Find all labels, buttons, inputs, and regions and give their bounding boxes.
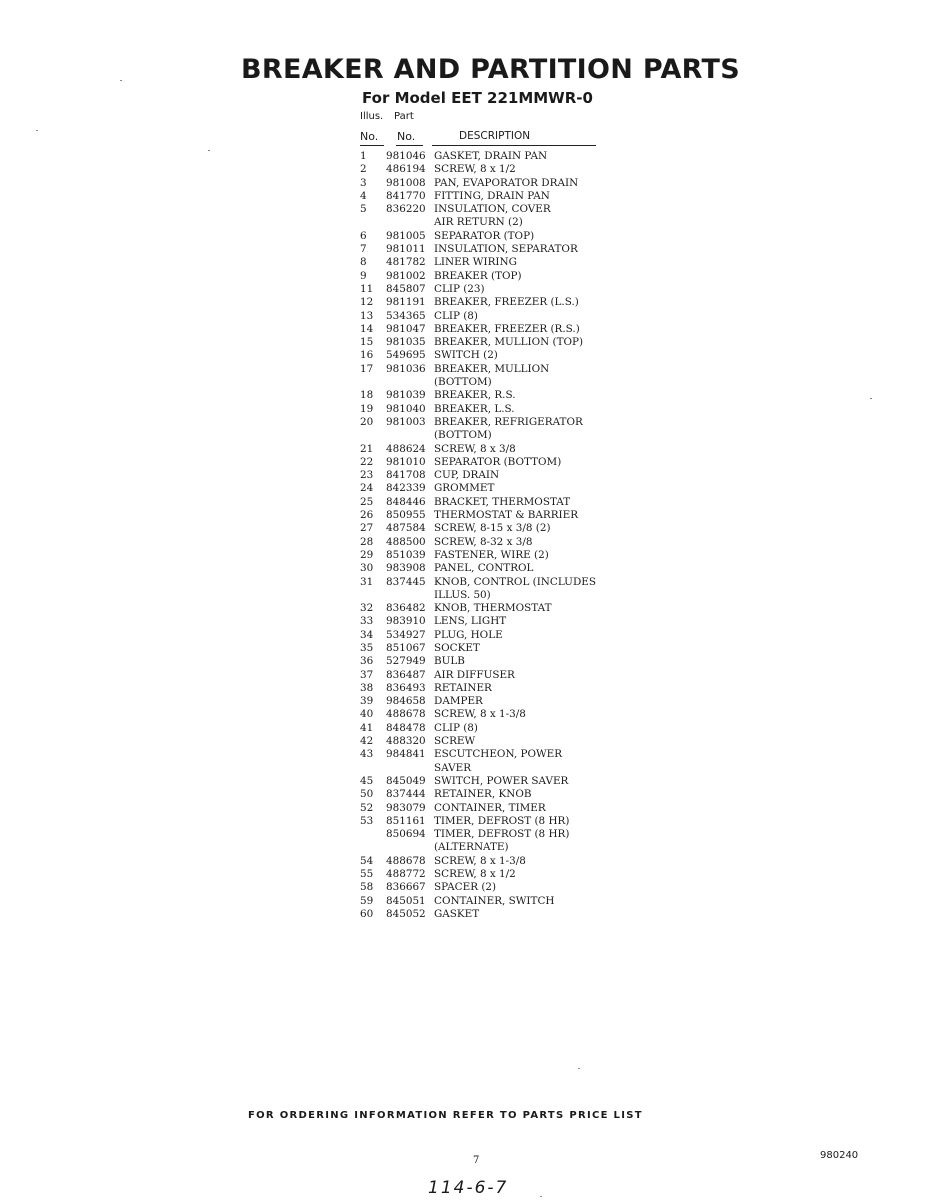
ordering-note: FOR ORDERING INFORMATION REFER TO PARTS PRICE LIST [248, 1110, 643, 1121]
part-row [358, 576, 618, 589]
part-description: PANEL, CONTROL [434, 562, 534, 575]
part-row [358, 376, 618, 389]
part-row [358, 589, 618, 602]
part-row [358, 163, 618, 176]
part-row [358, 708, 618, 721]
part-number [386, 841, 434, 854]
part-no-header: No. [397, 130, 416, 143]
part-number: 850694 [386, 828, 426, 841]
part-row [358, 642, 618, 655]
handwritten-note: 114-6-7 [428, 1178, 509, 1198]
part-number: 836220 [386, 203, 426, 216]
part-number: 848446 [386, 495, 426, 508]
part-description: GASKET [434, 907, 480, 920]
part-row [358, 855, 618, 868]
illus-number: 5 [360, 203, 367, 216]
part-description: SCREW [434, 735, 476, 748]
part-row [358, 748, 618, 761]
part-row [358, 443, 618, 456]
part-description: SCREW, 8-32 x 3/8 [434, 535, 533, 548]
part-number: 836482 [386, 602, 426, 615]
part-row [358, 682, 618, 695]
illus-number: 38 [360, 681, 374, 694]
part-description: LENS, LIGHT [434, 615, 507, 628]
header-rule [360, 145, 384, 146]
part-description: CLIP (8) [434, 721, 478, 734]
illus-number: 7 [360, 243, 367, 256]
part-description: SWITCH, POWER SAVER [434, 774, 569, 787]
part-number [386, 216, 434, 229]
part-number: 837445 [386, 575, 426, 588]
part-number: 981047 [386, 322, 426, 335]
part-description: AIR RETURN (2) [434, 216, 523, 229]
part-row [358, 416, 618, 429]
illus-number: 53 [360, 814, 374, 827]
illus-number: 30 [360, 562, 374, 575]
part-row [358, 815, 618, 828]
illus-number [358, 762, 386, 775]
scan-speck [208, 150, 210, 151]
illus-number: 21 [360, 442, 374, 455]
parts-list [358, 150, 618, 921]
part-row [358, 203, 618, 216]
part-description: INSULATION, SEPARATOR [434, 243, 578, 256]
part-number: 549695 [386, 349, 426, 362]
part-number: 481782 [386, 256, 426, 269]
part-number: 841770 [386, 189, 426, 202]
part-number: 981008 [386, 176, 426, 189]
part-row [358, 908, 618, 921]
part-description: GASKET, DRAIN PAN [434, 150, 548, 162]
part-description: DAMPER [434, 695, 483, 708]
illus-number: 43 [360, 748, 374, 761]
part-row [358, 256, 618, 269]
illus-number: 39 [360, 695, 374, 708]
part-row [358, 469, 618, 482]
part-row [358, 230, 618, 243]
part-number: 488500 [386, 535, 426, 548]
part-description: BREAKER, FREEZER (R.S.) [434, 322, 580, 335]
part-number: 981011 [386, 243, 426, 256]
part-row [358, 310, 618, 323]
part-number: 836493 [386, 681, 426, 694]
illus-number: 35 [360, 641, 374, 654]
illus-number: 54 [360, 854, 374, 867]
part-row [358, 456, 618, 469]
part-number: 837444 [386, 788, 426, 801]
part-description: BREAKER, MULLION (TOP) [434, 336, 584, 349]
illus-number: 8 [360, 256, 367, 269]
part-number: 981040 [386, 402, 426, 415]
illus-number: 50 [360, 788, 374, 801]
part-description: BREAKER, FREEZER (L.S.) [434, 296, 579, 309]
part-number: 848478 [386, 721, 426, 734]
part-number: 845807 [386, 282, 426, 295]
illus-number: 2 [360, 163, 367, 176]
part-description: BREAKER (TOP) [434, 269, 522, 282]
illus-number: 14 [360, 322, 374, 335]
part-row [358, 629, 618, 642]
part-number: 845051 [386, 894, 426, 907]
page-title: BREAKER AND PARTITION PARTS [241, 54, 740, 85]
part-description: PAN, EVAPORATOR DRAIN [434, 176, 579, 189]
part-description: (BOTTOM) [434, 429, 492, 442]
part-number: 836667 [386, 881, 426, 894]
part-number: 981002 [386, 269, 426, 282]
part-description: KNOB, THERMOSTAT [434, 602, 552, 615]
part-row [358, 669, 618, 682]
part-description: SCREW, 8 x 1/2 [434, 868, 516, 881]
illus-number: 6 [360, 229, 367, 242]
part-description: SCREW, 8 x 1-3/8 [434, 708, 526, 721]
part-number: 981010 [386, 455, 426, 468]
part-row [358, 243, 618, 256]
part-number: 488678 [386, 854, 426, 867]
part-row [358, 615, 618, 628]
part-number: 981035 [386, 336, 426, 349]
part-description: CUP, DRAIN [434, 469, 500, 482]
illus-number: 29 [360, 548, 374, 561]
part-description: TIMER, DEFROST (8 HR) [434, 828, 570, 841]
part-row [358, 841, 618, 854]
part-row [358, 549, 618, 562]
illus-number: 9 [360, 269, 367, 282]
illus-number: 34 [360, 628, 374, 641]
part-row [358, 536, 618, 549]
part-row [358, 722, 618, 735]
part-number: 851161 [386, 814, 426, 827]
illus-number: 23 [360, 469, 374, 482]
part-number: 981036 [386, 362, 426, 375]
part-number: 488772 [386, 868, 426, 881]
part-description: SEPARATOR (TOP) [434, 229, 535, 242]
illus-number: 18 [360, 389, 374, 402]
illus-number: 26 [360, 509, 374, 522]
part-description: THERMOSTAT & BARRIER [434, 509, 579, 522]
illus-number: 36 [360, 655, 374, 668]
illus-number: 12 [360, 296, 374, 309]
part-number [386, 376, 434, 389]
model-subtitle: For Model EET 221MMWR-0 [362, 89, 593, 107]
part-description: BREAKER, REFRIGERATOR [434, 415, 583, 428]
illus-number: 59 [360, 894, 374, 907]
part-description: BULB [434, 655, 465, 668]
part-description: LINER WIRING [434, 256, 517, 269]
column-header-top [360, 111, 414, 122]
part-description: SOCKET [434, 641, 480, 654]
part-row [358, 177, 618, 190]
illus-number: 28 [360, 535, 374, 548]
illus-number: 60 [360, 907, 374, 920]
illus-number: 22 [360, 455, 374, 468]
part-row [358, 828, 618, 841]
illus-number: 3 [360, 176, 367, 189]
part-description: BREAKER, MULLION [434, 362, 550, 375]
part-description: RETAINER, KNOB [434, 788, 532, 801]
part-number: 487584 [386, 522, 426, 535]
part-number: 534927 [386, 628, 426, 641]
illus-number [358, 429, 386, 442]
part-row [358, 190, 618, 203]
part-row [358, 775, 618, 788]
part-number: 488320 [386, 735, 426, 748]
illus-number: 25 [360, 495, 374, 508]
illus-number: 42 [360, 735, 374, 748]
part-number [386, 762, 434, 775]
illus-number: 45 [360, 774, 374, 787]
part-number: 981039 [386, 389, 426, 402]
part-number: 851039 [386, 548, 426, 561]
part-description: (BOTTOM) [434, 376, 492, 389]
header-rule [432, 145, 596, 146]
part-number: 984658 [386, 695, 426, 708]
part-number: 981005 [386, 229, 426, 242]
illus-header: Illus. [360, 111, 384, 122]
part-description: ESCUTCHEON, POWER [434, 748, 563, 761]
part-description: SEPARATOR (BOTTOM) [434, 455, 562, 468]
header-rule [396, 145, 423, 146]
part-description: INSULATION, COVER [434, 203, 551, 216]
part-number: 527949 [386, 655, 426, 668]
part-number: 981191 [386, 296, 426, 309]
part-row [358, 403, 618, 416]
illus-number [358, 376, 386, 389]
part-description: CONTAINER, SWITCH [434, 894, 555, 907]
part-row [358, 522, 618, 535]
part-number: 486194 [386, 163, 426, 176]
part-description: BREAKER, R.S. [434, 389, 516, 402]
illus-number: 4 [360, 189, 367, 202]
part-number: 981046 [386, 150, 426, 162]
part-description: CLIP (23) [434, 282, 485, 295]
part-header: Part [394, 111, 414, 122]
part-row [358, 895, 618, 908]
part-number: 984841 [386, 748, 426, 761]
part-description: PLUG, HOLE [434, 628, 503, 641]
part-number: 845052 [386, 907, 426, 920]
part-row [358, 349, 618, 362]
part-description: SCREW, 8 x 3/8 [434, 442, 516, 455]
part-number: 534365 [386, 309, 426, 322]
part-description: SCREW, 8 x 1-3/8 [434, 854, 526, 867]
part-row [358, 496, 618, 509]
scan-speck [36, 130, 38, 131]
illus-number: 27 [360, 522, 374, 535]
illus-number: 19 [360, 402, 374, 415]
part-row [358, 482, 618, 495]
scan-speck [540, 1196, 542, 1197]
part-number [386, 589, 434, 602]
illus-number: 31 [360, 575, 374, 588]
part-number: 845049 [386, 774, 426, 787]
illus-no-header: No. [360, 130, 379, 143]
part-description: FITTING, DRAIN PAN [434, 189, 550, 202]
illus-number: 55 [360, 868, 374, 881]
part-description: CONTAINER, TIMER [434, 801, 546, 814]
part-row [358, 655, 618, 668]
part-description: BREAKER, L.S. [434, 402, 515, 415]
illus-number [358, 828, 386, 841]
illus-number [358, 589, 386, 602]
part-row [358, 602, 618, 615]
part-description: CLIP (8) [434, 309, 478, 322]
illus-number: 33 [360, 615, 374, 628]
part-number: 488624 [386, 442, 426, 455]
illus-number: 15 [360, 336, 374, 349]
part-row [358, 336, 618, 349]
part-row [358, 802, 618, 815]
part-row [358, 296, 618, 309]
part-number: 983079 [386, 801, 426, 814]
illus-number: 20 [360, 415, 374, 428]
part-description: SWITCH (2) [434, 349, 498, 362]
part-row [358, 363, 618, 376]
part-number: 842339 [386, 482, 426, 495]
page-number: 7 [473, 1155, 480, 1166]
part-row [358, 868, 618, 881]
illus-number: 13 [360, 309, 374, 322]
part-description: FASTENER, WIRE (2) [434, 548, 549, 561]
scan-speck [578, 1068, 580, 1069]
illus-number: 32 [360, 602, 374, 615]
part-row [358, 389, 618, 402]
column-header [360, 130, 596, 146]
illus-number: 37 [360, 668, 374, 681]
part-number: 841708 [386, 469, 426, 482]
part-row [358, 270, 618, 283]
illus-number: 17 [360, 362, 374, 375]
illus-number: 40 [360, 708, 374, 721]
part-description: SCREW, 8 x 1/2 [434, 163, 516, 176]
part-row [358, 509, 618, 522]
part-number: 981003 [386, 415, 426, 428]
part-number: 836487 [386, 668, 426, 681]
part-description: TIMER, DEFROST (8 HR) [434, 814, 570, 827]
part-description: RETAINER [434, 681, 492, 694]
illus-number: 24 [360, 482, 374, 495]
illus-number: 52 [360, 801, 374, 814]
scan-speck [120, 80, 122, 81]
part-row [358, 216, 618, 229]
part-description: ILLUS. 50) [434, 588, 491, 601]
part-row [358, 323, 618, 336]
part-row [358, 788, 618, 801]
part-description: GROMMET [434, 482, 495, 495]
part-description: KNOB, CONTROL (INCLUDES [434, 575, 596, 588]
part-row [358, 735, 618, 748]
part-description: SCREW, 8-15 x 3/8 (2) [434, 522, 551, 535]
illus-number [358, 841, 386, 854]
part-number [386, 429, 434, 442]
illus-number: 58 [360, 881, 374, 894]
part-description: AIR DIFFUSER [434, 668, 515, 681]
part-description: BRACKET, THERMOSTAT [434, 495, 571, 508]
illus-number: 41 [360, 721, 374, 734]
part-description: SAVER [434, 761, 472, 774]
part-row [358, 695, 618, 708]
illus-number: 16 [360, 349, 374, 362]
part-description: SPACER (2) [434, 881, 497, 894]
part-row [358, 881, 618, 894]
part-description: (ALTERNATE) [434, 841, 509, 854]
part-number: 488678 [386, 708, 426, 721]
part-row [358, 762, 618, 775]
part-row [358, 150, 618, 163]
part-number: 983908 [386, 562, 426, 575]
part-number: 851067 [386, 641, 426, 654]
part-number: 850955 [386, 509, 426, 522]
illus-number [358, 216, 386, 229]
part-row [358, 283, 618, 296]
part-row [358, 562, 618, 575]
scan-speck [870, 398, 872, 399]
part-row [358, 429, 618, 442]
illus-number: 11 [360, 282, 374, 295]
document-code: 980240 [820, 1150, 859, 1161]
description-header: DESCRIPTION [459, 130, 531, 142]
illus-number: 1 [360, 150, 367, 162]
part-number: 983910 [386, 615, 426, 628]
